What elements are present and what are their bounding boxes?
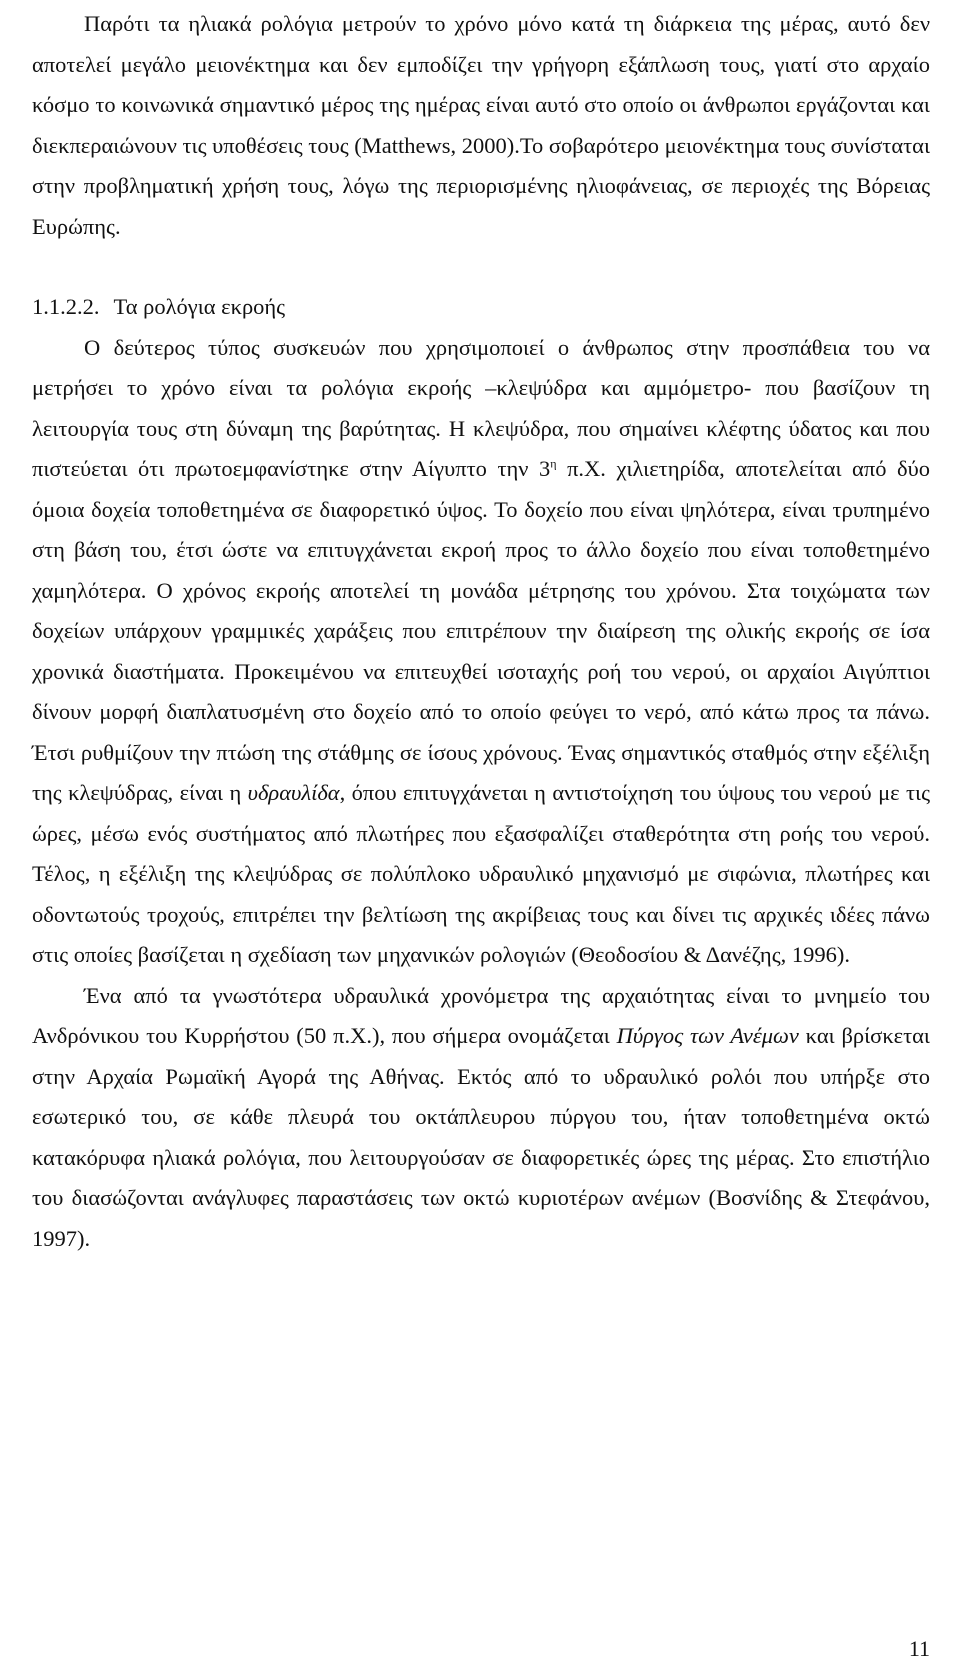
page-number: 11 [908,1636,930,1661]
tower-text-b: και βρίσκεται στην Αρχαία Ρωμαϊκή Αγορά της Αθήνας. Εκτός από το υδραυλικό ρολόι που υπήρξε στο εσωτερικό του, σε κάθε πλευρά του οκτάπλευρου πύργου του, ήταν τοποθετημένα οκτώ κατακόρυφα ηλιακά ρολόγια, που λειτουργούσαν σε διαφορετικές ώρες της μέρας. Στο επιστήλιο του διασώζονται ανάγλυφες παραστάσεις των οκτώ κυριοτέρων ανέμων (Βοσνίδης & Στεφάνου, 1997). [32,1023,930,1251]
clepsydra-text-c: , όπου επιτυγχάνεται η αντιστοίχηση του ύψους του νερού με τις ώρες, μέσω ενός συστήματος από πλωτήρες που εξασφαλίζει σταθερότητα στη ροής του νερού. Τέλος, η εξέλιξη της κλεψύδρας σε πολύπλοκο υδραυλικό μηχανισμό με σιφώνια, πλωτήρες και οδοντωτούς τροχούς, επιτρέπει την βελτίωση της ακρίβειας τους και δίνει τις αρχικές ιδέες πάνω στις οποίες βασίζεται η σχεδίαση των μηχανικών ρολογιών (Θεοδοσίου & Δανέζης, 1996). [32,780,930,967]
document-page [32,0,930,1259]
superscript-eta: η [550,456,557,471]
section-title: Τα ρολόγια εκροής [113,294,286,319]
italic-term-tower-of-winds: Πύργος των Ανέμων [616,1023,799,1048]
paragraph-clepsydra [32,328,930,976]
clepsydra-text-a: Ο δεύτερος τύπος συσκευών που χρησιμοποιεί ο άνθρωπος στην προσπάθεια του να μετρήσει το χρόνο είναι τα ρολόγια εκροής –κλεψύδρα και αμμόμετρο- που βασίζουν τη λειτουργία τους στη δύναμη της βαρύτητας. Η κλεψύδρα, που σημαίνει κλέφτης ύδατος και που πιστεύεται ότι πρωτοεμφανίστηκε στην Αίγυπτο την 3 [32,334,930,481]
section-heading [32,287,930,328]
section-number: 1.1.2.2. [32,294,100,319]
italic-term-ydraulida: υδραυλίδα [247,780,340,805]
tower-text-a: Ένα από τα γνωστότερα υδραυλικά χρονόμετρα της αρχαιότητας είναι το μνημείο του Ανδρόνικου του Κυρρήστου (50 π.Χ.), που σήμερα ονομάζεται [32,982,930,1048]
paragraph-tower-of-winds [32,976,930,1260]
clepsydra-text-b: π.Χ. χιλιετηρίδα, αποτελείται από δύο όμοια δοχεία τοποθετημένα σε διαφορετικό ύψος. Το δοχείο που είναι ψηλότερα, είναι τρυπημένο στη βάση του, έτσι ώστε να επιτυγχάνεται εκροή προς το άλλο δοχείο που είναι τοποθετημένο χαμηλότερα. Ο χρόνος εκροής αποτελεί τη μονάδα μέτρησης του χρόνου. Στα τοιχώματα των δοχείων υπάρχουν γραμμικές χαράξεις που επιτρέπουν την διαίρεση της ολικής εκροής σε ίσα χρονικά διαστήματα. Προκειμένου να επιτευχθεί ισοταχής ροή του νερού, οι αρχαίοι Αιγύπτιοι δίνουν μορφή διαπλατυσμένη στο δοχείο από το οποίο φεύγει το νερό, από κάτω προς τα πάνω. Έτσι ρυθμίζουν την πτώση της στάθμης σε ίσους χρόνους. Ένας σημαντικός σταθμός στην εξέλιξη της κλεψύδρας, είναι η [32,456,930,805]
paragraph-sundials: Παρότι τα ηλιακά ρολόγια μετρούν το χρόνο μόνο κατά τη διάρκεια της μέρας, αυτό δεν αποτελεί μεγάλο μειονέκτημα και δεν εμποδίζει την γρήγορη εξάπλωση τους, γιατί στο αρχαίο κόσμο το κοινωνικά σημαντικό μέρος της ημέρας είναι αυτό στο οποίο οι άνθρωποι εργάζονται και διεκπεραιώνουν τις υποθέσεις τους (Matthews, 2000).Το σοβαρότερο μειονέκτημα τους συνίσταται στην προβληματική χρήση τους, λόγω της περιορισμένης ηλιοφάνειας, σε περιοχές της Βόρειας Ευρώπης. [32,11,930,239]
